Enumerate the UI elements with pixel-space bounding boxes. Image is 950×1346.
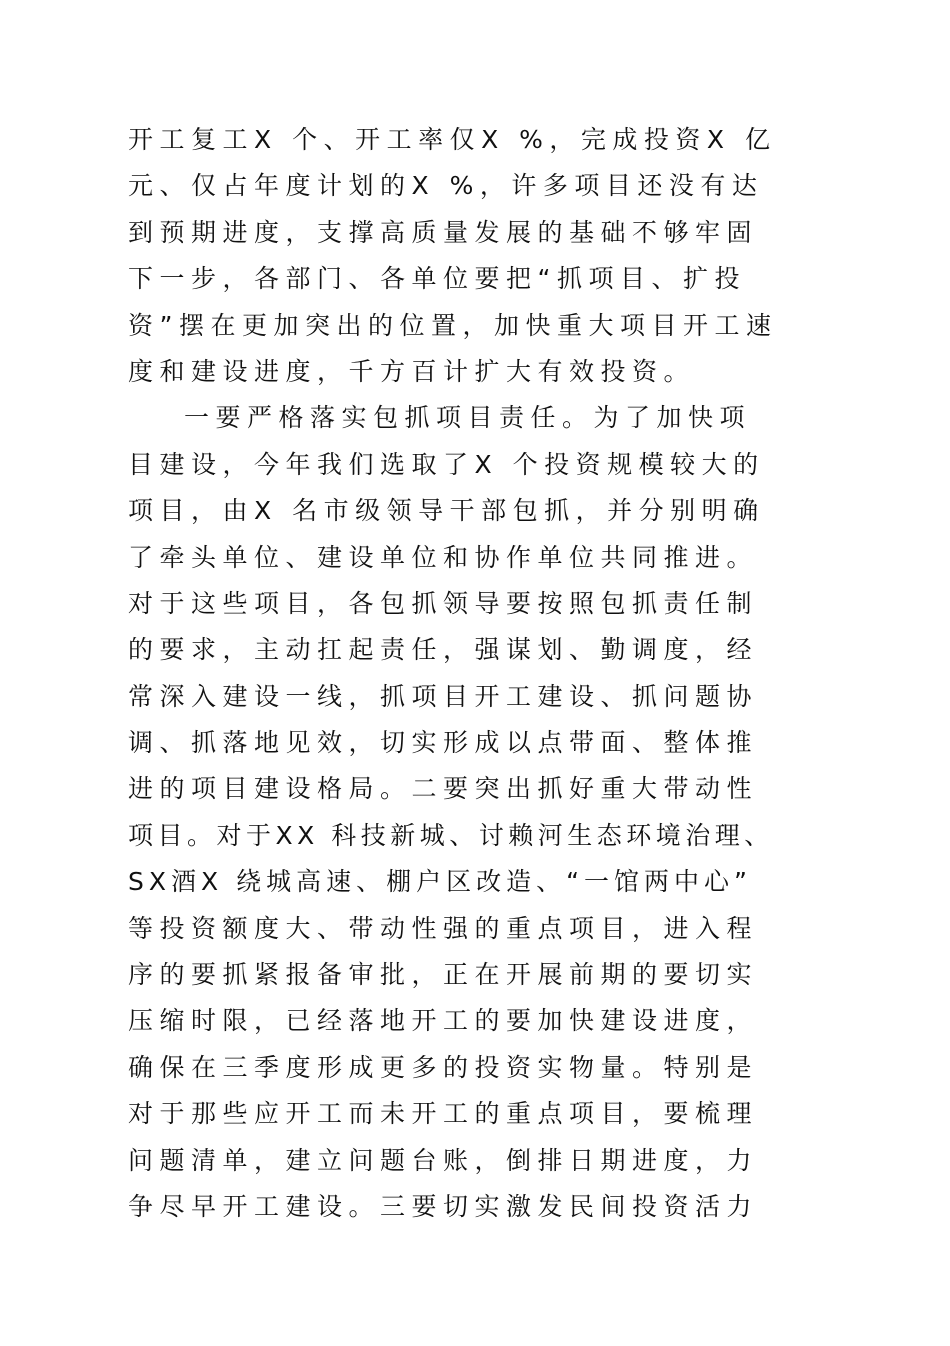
text-line-13: 常深入建设一线，抓项目开工建设、抓问题协 bbox=[128, 681, 759, 711]
text-line-19: 序的要抓紧报备审批，正在开展前期的要切实 bbox=[128, 960, 759, 990]
text-line-12: 的要求，主动扛起责任，强谋划、勤调度，经 bbox=[128, 635, 759, 665]
text-line-15: 进的项目建设格局。二要突出抓好重大带动性 bbox=[128, 774, 759, 804]
text-line-2: 元、仅占年度计划的X %，许多项目还没有达 bbox=[128, 171, 764, 201]
text-line-14: 调、抓落地见效，切实形成以点带面、整体推 bbox=[128, 728, 759, 758]
text-line-20: 压缩时限，已经落地开工的要加快建设进度， bbox=[128, 1006, 759, 1036]
text-line-5: 资”摆在更加突出的位置，加快重大项目开工速 bbox=[128, 310, 778, 340]
text-line-6: 度和建设进度，千方百计扩大有效投资。 bbox=[128, 356, 696, 386]
text-line-16: 项目。对于XX 科技新城、讨赖河生态环境治理、 bbox=[128, 820, 774, 850]
text-line-8: 目建设，今年我们选取了X 个投资规模较大的 bbox=[128, 449, 765, 479]
text-line-1: 开工复工X 个、开工率仅X %，完成投资X 亿 bbox=[128, 125, 777, 154]
text-line-7: 一要严格落实包抓项目责任。为了加快项 bbox=[184, 403, 752, 433]
text-line-11: 对于这些项目，各包抓领导要按照包抓责任制 bbox=[128, 588, 759, 618]
text-line-24: 争尽早开工建设。三要切实激发民间投资活力 bbox=[128, 1191, 759, 1221]
document-body bbox=[128, 117, 828, 1230]
text-line-17: SX酒X 绕城高速、棚户区改造、“一馆两中心” bbox=[128, 867, 752, 897]
text-line-9: 项目，由X 名市级领导干部包抓，并分别明确 bbox=[128, 496, 765, 526]
text-line-18: 等投资额度大、带动性强的重点项目，进入程 bbox=[128, 913, 759, 943]
text-line-21: 确保在三季度形成更多的投资实物量。特别是 bbox=[128, 1052, 759, 1082]
text-line-10: 了牵头单位、建设单位和协作单位共同推进。 bbox=[128, 542, 759, 572]
text-line-4: 下一步，各部门、各单位要把“抓项目、扩投 bbox=[128, 264, 746, 294]
text-line-23: 问题清单，建立问题台账，倒排日期进度，力 bbox=[128, 1145, 759, 1175]
text-line-22: 对于那些应开工而未开工的重点项目，要梳理 bbox=[128, 1099, 759, 1129]
text-line-3: 到预期进度，支撑高质量发展的基础不够牢固 bbox=[128, 217, 759, 247]
